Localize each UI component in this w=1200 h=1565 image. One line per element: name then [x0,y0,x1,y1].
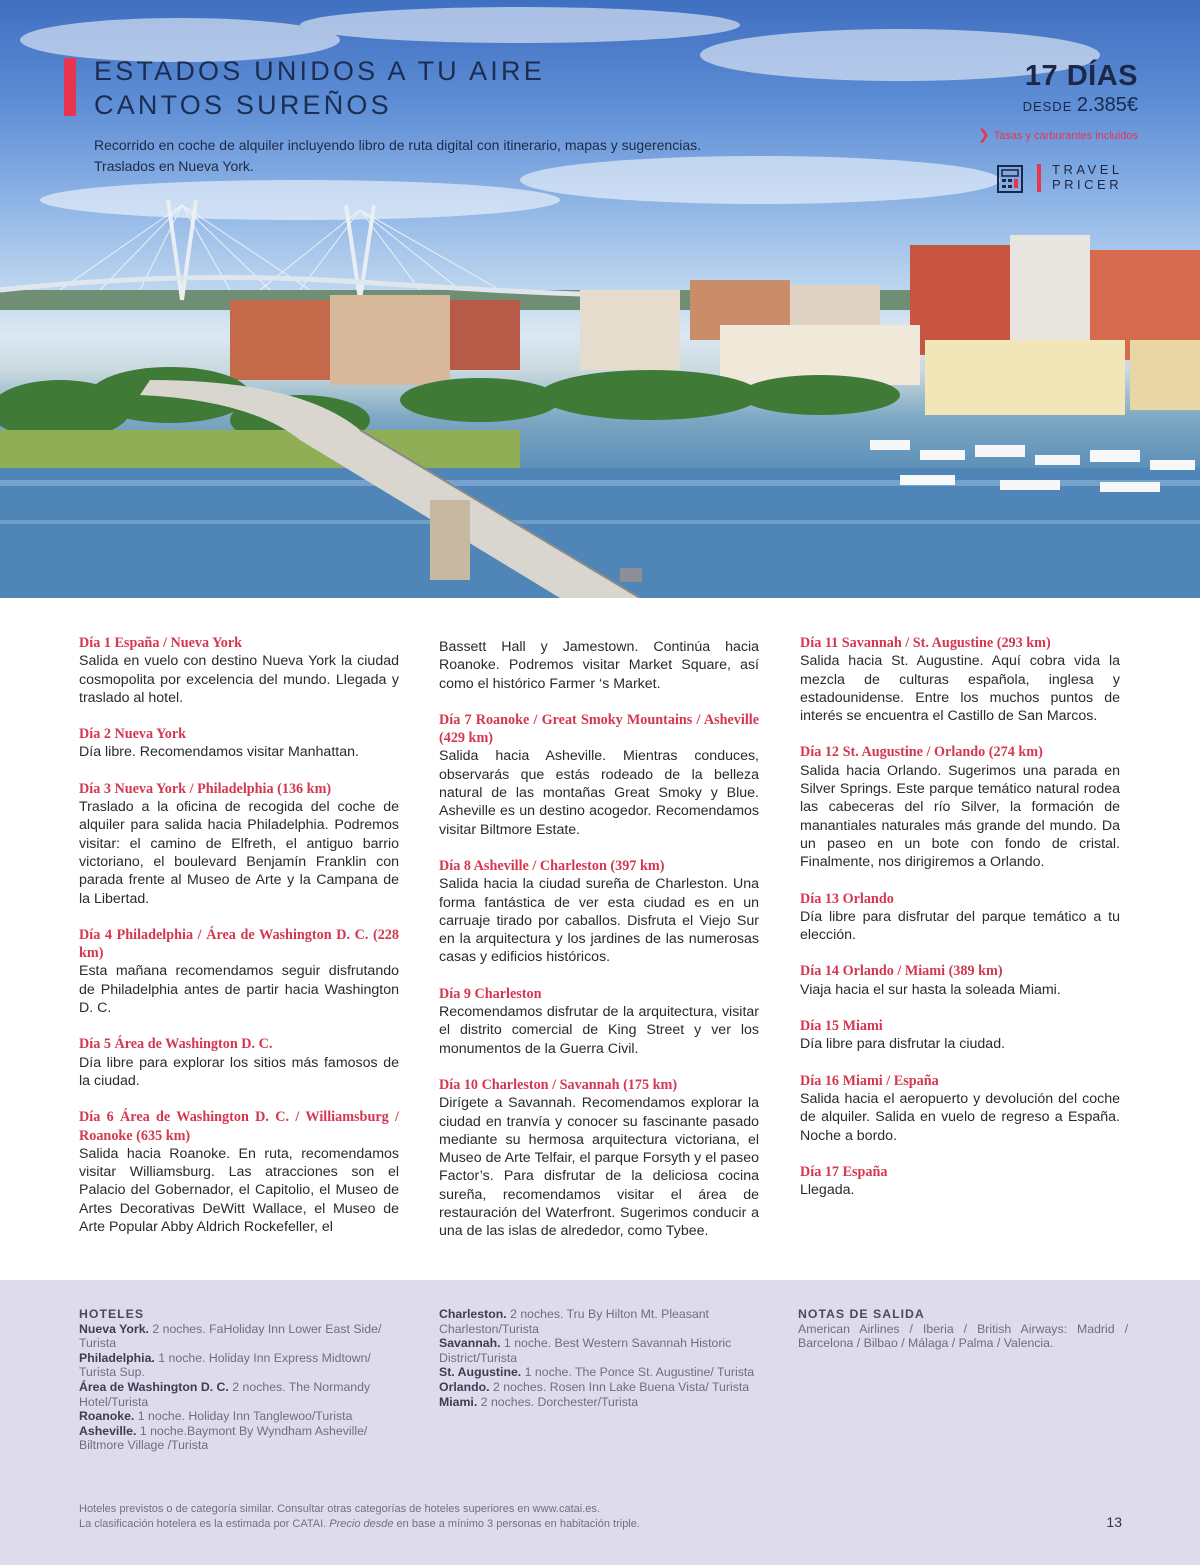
pricer-accent-bar [1037,164,1041,192]
hotel-detail: 1 noche.Baymont By Wyndham Asheville/ Biltmore Village /Turista [79,1423,368,1453]
day-title: Día 9 Charleston [439,985,542,1002]
day-description-continued: Bassett Hall y Jamestown. Continúa hacia Roanoke. Podremos visitar Market Square, así como el histórico Farmer ‘s Market. [439,639,759,692]
hotel-city: Roanoke. [79,1409,135,1424]
disclaimer-text: en base a mínimo 3 personas en habitación triple. [393,1518,640,1530]
itinerary-day [800,962,1120,999]
hotel-entry [79,1424,409,1453]
disclaimer-line: Hoteles previstos o de categoría similar. Consultar otras categorías de hoteles superiores en www.catai.es. [79,1503,600,1515]
itinerary-day [79,1108,399,1236]
day-description: Día libre para disfrutar del parque temático a tu elección. [800,908,1120,944]
title-accent-bar [64,58,76,116]
travel-pricer-label: PRICER [1052,177,1123,192]
hero-photo [0,0,1200,598]
departure-notes [798,1307,1128,1351]
hotel-entry [79,1380,409,1409]
itinerary-day [439,985,759,1058]
hotel-entry [439,1380,769,1395]
tour-description-line: Recorrido en coche de alquiler incluyendo libro de ruta digital con itinerario, mapas y sugerencias. [94,137,702,153]
price-prefix: DESDE [1022,99,1073,114]
day-title: Día 4 Philadelphia / Área de Washington D. C. (228 km) [79,926,399,962]
day-title: Día 15 Miami [800,1018,883,1035]
page-number: 13 [1106,1514,1122,1530]
disclaimer-line [79,1517,979,1532]
footer-info-panel [0,1280,1200,1565]
disclaimer-text: La clasificación hotelera es la estimada por CATAI. [79,1518,330,1530]
day-description: Salida hacia Orlando. Sugerimos una parada en Silver Springs. Este parque temático natural rodea las cabeceras del río Silver, la formación de manantiales naturales más grande del mundo. Da un paseo en un bote con fondo de cristal. Finalmente, nos dirigiremos a Orlando. [800,762,1120,871]
day-description: Viaja hacia el sur hasta la soleada Miami. [800,981,1061,998]
itinerary-day [79,1035,399,1090]
itinerary-column-1 [79,634,399,1254]
day-title: Día 6 Área de Washington D. C. / Williamsburg / Roanoke (635 km) [79,1109,399,1144]
hotels-heading: HOTELES [79,1307,145,1321]
day-title: Día 7 Roanoke / Great Smoky Mountains / Asheville (429 km) [439,711,759,747]
tour-description-line: Traslados en Nueva York. [94,158,254,174]
day-title: Día 2 Nueva York [79,726,187,743]
notes-text: American Airlines / Iberia / British Airways: Madrid / Barcelona / Bilbao / Málaga / Palma / Valencia. [798,1321,1128,1351]
day-title: Día 5 Área de Washington D. C. [79,1036,273,1053]
itinerary-day [800,1072,1120,1145]
itinerary-day [800,634,1120,725]
day-title: Día 8 Asheville / Charleston (397 km) [439,857,665,874]
hotel-detail: 2 noches. Tru By Hilton Mt. Pleasant Charleston/Turista [439,1307,709,1336]
day-title: Día 14 Orlando / Miami (389 km) [800,963,1003,980]
price-value: 2.385€ [1076,94,1138,116]
itinerary-day [439,1076,759,1241]
page-title: ESTADOS UNIDOS A TU AIRE [94,56,545,86]
day-title: Día 10 Charleston / Savannah (175 km) [439,1076,678,1093]
day-title: Día 11 Savannah / St. Augustine (293 km) [800,635,1051,651]
day-description: Salida hacia St. Augustine. Aquí cobra vida la mezcla de culturas española, inglesa y estadounidense. Entre los muchos puntos de interés se encuentra el Castillo de San Marcos. [800,653,1120,725]
itinerary-day [79,780,399,908]
itinerary-day [800,1017,1120,1054]
hotel-city: Nueva York. [79,1321,149,1336]
hotel-entry [79,1409,409,1424]
hotel-detail: 1 noche. Holiday Inn Tanglewoo/Turista [134,1409,353,1424]
day-description: Llegada. [800,1182,855,1199]
disclaimer-emphasis: Precio desde [329,1518,394,1530]
day-description: Salida hacia Asheville. Mientras conduces, observarás que estás rodeado de la belleza natural de las montañas Great Smoky y Blue. Asheville es un destino acogedor. Recomendamos visitar Biltmore Estate. [439,748,759,838]
day-title: Día 3 Nueva York / Philadelphia (136 km) [79,780,332,797]
day-description: Dirígete a Savannah. Recomendamos explorar la ciudad en tranvía y conocer su fascinante pasado mediante su hermosa arquitectura victoriana, el Museo de Arte Telfair, el parque Forsyth y el paseo Factor’s. Para disfrutar de la deliciosa cocina sureña, recomendamos visitar el área de restauración del Waterfront. Sugerimos conducir a una de las islas de alrededor, como Tybee. [439,1095,759,1240]
hotel-entry [439,1365,769,1380]
day-title: Día 12 St. Augustine / Orlando (274 km) [800,744,1043,761]
day-title: Día 1 España / Nueva York [79,635,243,651]
day-description: Recomendamos disfrutar de la arquitectura, visitar el distrito comercial de King Street y ver los monumentos de la Guerra Civil. [439,1004,759,1057]
hotel-city: St. Augustine. [439,1365,522,1380]
tour-duration: 17 DÍAS [1024,60,1138,92]
itinerary-day [800,1163,1120,1200]
hotel-city: Asheville. [79,1423,137,1438]
hotel-detail: 2 noches. Rosen Inn Lake Buena Vista/ Turista [489,1379,750,1394]
itinerary-day [79,926,399,1017]
tax-note [978,126,1138,143]
hotel-entry [79,1351,409,1380]
hotel-city: Área de Washington D. C. [79,1379,229,1394]
tour-description [94,135,794,177]
hotel-city: Savannah. [439,1336,501,1351]
hotel-detail: 2 noches. The Normandy Hotel/Turista [79,1379,371,1409]
hotel-entry [439,1336,769,1365]
travel-pricer-label: TRAVEL [1052,162,1123,177]
hotel-entry [439,1395,769,1410]
hotels-column-2 [439,1307,769,1409]
disclaimer [79,1502,979,1532]
hotel-city: Philadelphia. [79,1350,155,1365]
day-description: Salida en vuelo con destino Nueva York la ciudad cosmopolita por excelencia del mundo. Llegada y traslado al hotel. [79,653,399,706]
itinerary-day [439,711,759,839]
itinerary-column-2 [439,638,759,1259]
day-description: Salida hacia el aeropuerto y devolución del coche de alquiler. Salida en vuelo de regreso a España. Noche a bordo. [800,1090,1120,1144]
day-title: Día 13 Orlando [800,890,894,907]
tax-note-text: Tasas y carburantes incluidos [993,130,1138,142]
itinerary-section [0,598,1200,1280]
day-description: Traslado a la oficina de recogida del coche de alquiler para salida hacia Philadelphia. Podremos visitar: el camino de Elfreth, el antiguo barrio victoriano, el boulevard Benjamín Franklin con parada frente al Museo de Arte y la Campana de la Libertad. [79,799,399,907]
itinerary-column-3 [800,634,1120,1217]
hotel-entry [79,1322,409,1351]
itinerary-day [79,634,399,707]
day-description: Esta mañana recomendamos seguir disfrutando de Philadelphia antes de partir hacia Washington D. C. [79,963,399,1017]
hotel-detail: 2 noches. FaHoliday Inn Lower East Side/ Turista [79,1321,382,1351]
day-description: Día libre para disfrutar la ciudad. [800,1036,1006,1053]
hotel-detail: 1 noche. The Ponce St. Augustine/ Turista [521,1365,755,1380]
itinerary-day [800,890,1120,945]
itinerary-day [800,743,1120,871]
price-block [1023,94,1138,117]
itinerary-day [79,725,399,762]
hotel-detail: 2 noches. Dorchester/Turista [477,1394,639,1409]
day-description: Día libre. Recomendamos visitar Manhattan. [79,744,359,761]
hotel-detail: 1 noche. Best Western Savannah Historic District/Turista [439,1336,732,1365]
day-description: Salida hacia la ciudad sureña de Charleston. Una forma fantástica de ver esta ciudad es en un carruaje tirado por caballos. Disfruta el Viejo Sur en la arquitectura y los jardines de las numerosas casas y edificios históricos. [439,876,759,966]
chevron-right-icon: ❯ [977,126,990,142]
hotel-entry [439,1307,769,1336]
hotel-city: Orlando. [439,1379,490,1394]
calculator-icon [997,165,1023,193]
page-subtitle: CANTOS SUREÑOS [94,90,392,120]
hotels-column-1 [79,1307,409,1453]
itinerary-day [439,857,759,967]
day-title: Día 16 Miami / España [800,1072,939,1089]
hotel-city: Charleston. [439,1307,507,1321]
day-description: Día libre para explorar los sitios más famosos de la ciudad. [79,1054,399,1089]
hotel-city: Miami. [439,1394,478,1409]
day-description: Salida hacia Roanoke. En ruta, recomendamos visitar Williamsburg. Las atracciones son el Palacio del Gobernador, el Capitolio, el Museo de Artes Decorativas DeWitt Wallace, el Museo de Arte Popular Abby Aldrich Rockefeller, el [79,1145,399,1236]
day-title: Día 17 España [800,1163,888,1180]
notes-heading: NOTAS DE SALIDA [798,1307,925,1321]
hotel-detail: 1 noche. Holiday Inn Express Midtown/ Turista Sup. [79,1350,371,1380]
